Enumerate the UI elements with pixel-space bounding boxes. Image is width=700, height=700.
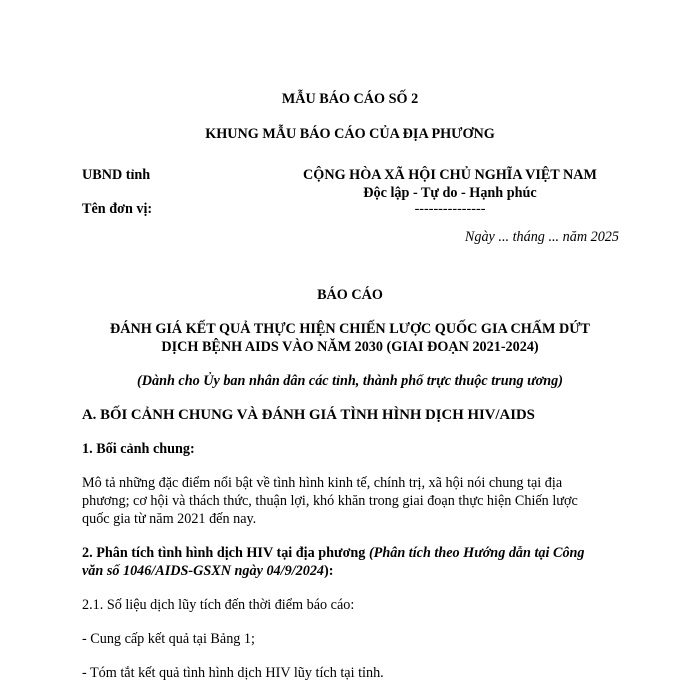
- form-label: MẪU BÁO CÁO SỐ 2: [281, 91, 419, 107]
- section-1-paragraph-line2: phương; cơ hội và thách thức, thuận lợi, khó khăn trong giai đoạn thực hiện Chiến lược: [82, 493, 578, 509]
- frame-title: KHUNG MẪU BÁO CÁO CỦA ĐỊA PHƯƠNG: [205, 126, 495, 142]
- section-a-heading: A. BỐI CẢNH CHUNG VÀ ĐÁNH GIÁ TÌNH HÌNH DỊCH HIV/AIDS: [82, 407, 535, 423]
- section-1-paragraph-line3: quốc gia từ năm 2021 đến nay.: [82, 511, 257, 527]
- unit-name-label: Tên đơn vị:: [82, 201, 153, 217]
- report-subtitle-line2: DỊCH BỆNH AIDS VÀO NĂM 2030 (GIAI ĐOẠN 2021-2024): [161, 339, 539, 355]
- section-2-heading-text: 2. Phân tích tình hình dịch HIV tại địa phương: [82, 545, 366, 561]
- section-2-heading-line2: [82, 562, 333, 580]
- report-date: Ngày ... tháng ... năm 2025: [464, 229, 619, 245]
- bullet-item-1: - Cung cấp kết quả tại Bảng 1;: [82, 631, 255, 647]
- section-2-heading: [82, 544, 585, 562]
- section-2-1-heading: 2.1. Số liệu dịch lũy tích đến thời điểm báo cáo:: [82, 597, 355, 613]
- province-label: UBND tỉnh: [82, 167, 151, 183]
- section-2-heading-end: ):: [324, 563, 334, 579]
- national-motto: Độc lập - Tự do - Hạnh phúc: [363, 185, 537, 201]
- section-1-heading: 1. Bối cảnh chung:: [82, 441, 195, 457]
- section-2-heading-note-2: văn số 1046/AIDS-GSXN ngày 04/9/2024: [82, 563, 325, 579]
- report-subtitle-line1: ĐÁNH GIÁ KẾT QUẢ THỰC HIỆN CHIẾN LƯỢC QUỐC GIA CHẤM DỨT: [110, 321, 590, 337]
- republic-name: CỘNG HÒA XÃ HỘI CHỦ NGHĨA VIỆT NAM: [303, 167, 597, 183]
- report-title: BÁO CÁO: [317, 287, 383, 303]
- section-2-heading-note-1: (Phân tích theo Hướng dẫn tại Công: [368, 545, 585, 561]
- section-1-paragraph-line1: Mô tả những đặc điểm nổi bật về tình hình kinh tế, chính trị, xã hội nói chung tại địa: [82, 475, 563, 491]
- report-audience: (Dành cho Ủy ban nhân dân các tỉnh, thành phố trực thuộc trung ương): [137, 373, 563, 389]
- motto-separator: ---------------: [414, 201, 486, 217]
- bullet-item-2: - Tóm tắt kết quả tình hình dịch HIV lũy tích tại tỉnh.: [82, 665, 384, 681]
